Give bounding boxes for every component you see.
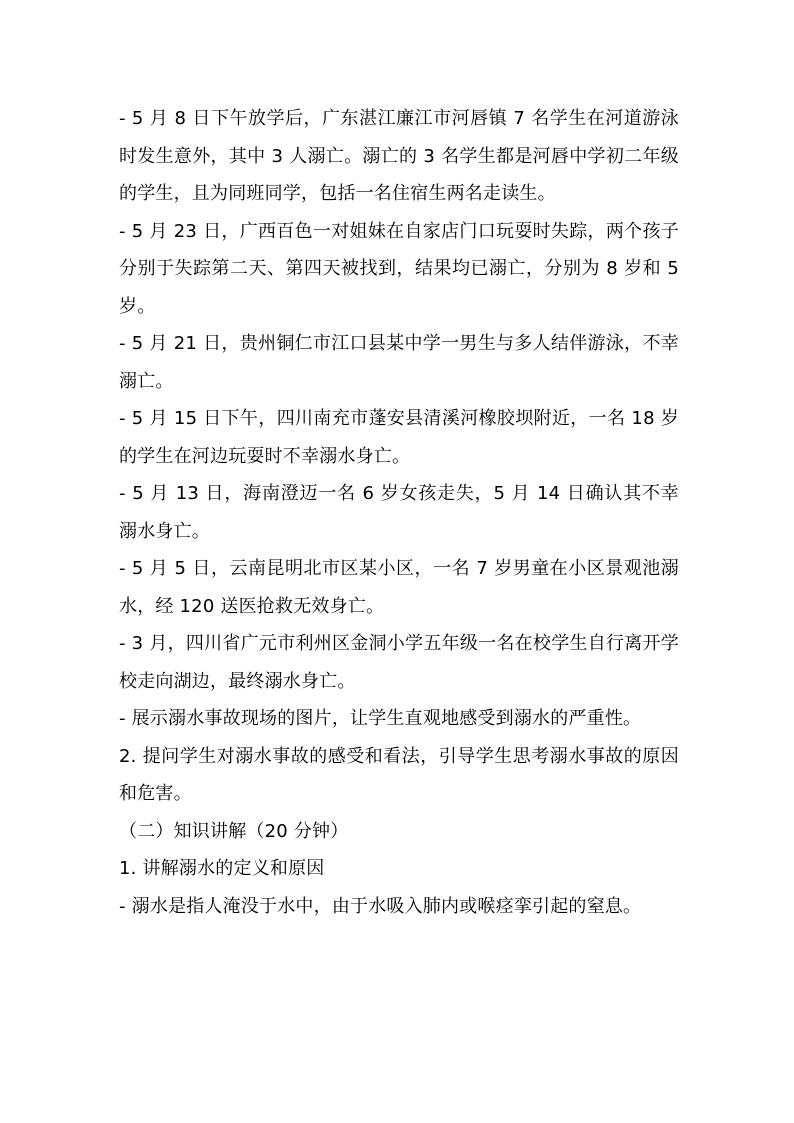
- paragraph-case-tongren: - 5 月 21 日，贵州铜仁市江口县某中学一男生与多人结伴游泳，不幸溺亡。: [119, 333, 679, 392]
- document-body: [119, 100, 679, 925]
- paragraph-case-guangyuan: - 3 月，四川省广元市利州区金洞小学五年级一名在校学生自行离开学校走向湖边，最终溺水身亡。: [119, 633, 679, 692]
- paragraph-ask-students: 2. 提问学生对溺水事故的感受和看法，引导学生思考溺水事故的原因和危害。: [119, 745, 679, 804]
- paragraph-case-baise: - 5 月 23 日，广西百色一对姐妹在自家店门口玩耍时失踪，两个孩子分别于失踪第二天、第四天被找到，结果均已溺亡，分别为 8 岁和 5 岁。: [119, 220, 679, 317]
- section-heading-knowledge: （二）知识讲解（20 分钟）: [119, 820, 349, 842]
- paragraph-show-pictures: - 展示溺水事故现场的图片，让学生直观地感受到溺水的严重性。: [119, 708, 642, 729]
- paragraph-case-chengmai: - 5 月 13 日，海南澄迈一名 6 岁女孩走失，5 月 14 日确认其不幸溺水身亡。: [119, 483, 679, 542]
- paragraph-case-lianjiang: - 5 月 8 日下午放学后，广东湛江廉江市河唇镇 7 名学生在河道游泳时发生意外，其中 3 人溺亡。溺亡的 3 名学生都是河唇中学初二年级的学生，且为同班同学，包括一名住宿生两名走读生。: [119, 108, 679, 204]
- paragraph-definition-heading: 1. 讲解溺水的定义和原因: [119, 858, 325, 879]
- paragraph-case-kunming: - 5 月 5 日，云南昆明北市区某小区，一名 7 岁男童在小区景观池溺水，经 120 送医抢救无效身亡。: [119, 558, 679, 617]
- paragraph-case-nanchong: - 5 月 15 日下午，四川南充市蓬安县清溪河橡胶坝附近，一名 18 岁的学生在河边玩耍时不幸溺水身亡。: [119, 408, 679, 467]
- paragraph-definition: - 溺水是指人淹没于水中，由于水吸入肺内或喉痉挛引起的窒息。: [119, 895, 642, 917]
